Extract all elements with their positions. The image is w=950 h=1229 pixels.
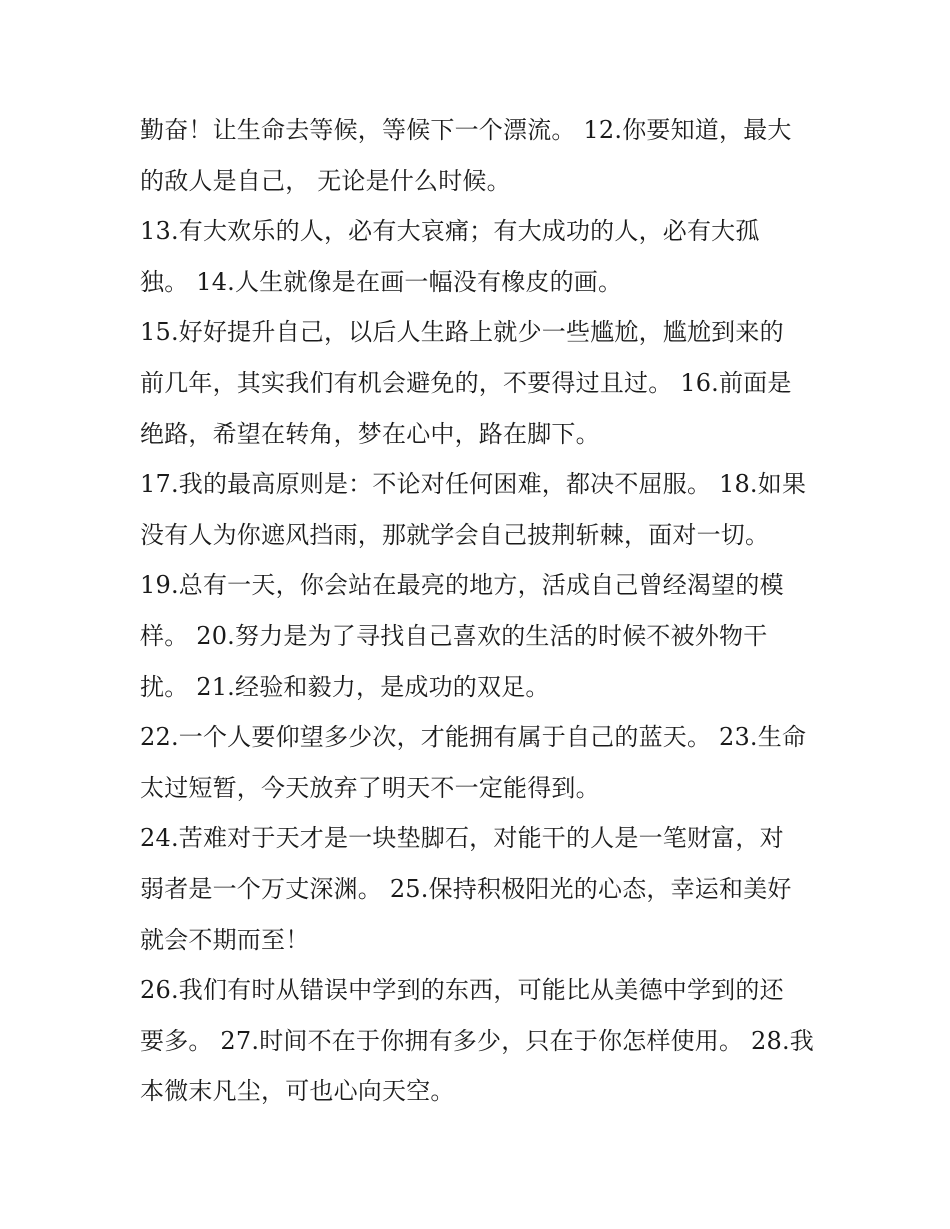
text-line: 勤奋！让生命去等候，等候下一个漂流。 12.你要知道，最大: [140, 116, 792, 144]
text-line: 绝路，希望在转角，梦在心中，路在脚下。: [140, 419, 600, 448]
text-line: 15.好好提升自己，以后人生路上就少一些尴尬，尴尬到来的: [140, 318, 784, 347]
text-line: 本微末凡尘，可也心向天空。: [140, 1077, 455, 1106]
text-line: 13.有大欢乐的人，必有大哀痛；有大成功的人，必有大孤: [140, 217, 760, 246]
text-line: 前几年，其实我们有机会避免的，不要得过且过。 16.前面是: [140, 368, 792, 397]
text-line: 太过短暂，今天放弃了明天不一定能得到。: [140, 773, 600, 802]
text-line: 的敌人是自己， 无论是什么时候。: [140, 166, 511, 195]
text-line: 19.总有一天，你会站在最亮的地方，活成自己曾经渴望的模: [140, 571, 784, 600]
quote-text-block: [140, 105, 830, 1117]
text-line: 没有人为你遮风挡雨，那就学会自己披荆斩棘，面对一切。: [140, 520, 770, 549]
text-line: 扰。 21.经验和毅力，是成功的双足。: [140, 672, 550, 701]
text-line: 就会不期而至！: [140, 925, 310, 954]
text-line: 17.我的最高原则是：不论对任何困难，都决不屈服。 18.如果: [140, 470, 807, 499]
text-line: 26.我们有时从错误中学到的东西，可能比从美德中学到的还: [140, 976, 784, 1005]
text-line: 24.苦难对于天才是一块垫脚石，对能干的人是一笔财富，对: [140, 824, 784, 853]
text-line: 弱者是一个万丈深渊。 25.保持积极阳光的心态，幸运和美好: [140, 874, 792, 903]
text-line: 样。 20.努力是为了寻找自己喜欢的生活的时候不被外物干: [140, 621, 768, 650]
text-line: 要多。 27.时间不在于你拥有多少，只在于你怎样使用。 28.我: [140, 1026, 814, 1055]
text-line: 22.一个人要仰望多少次，才能拥有属于自己的蓝天。 23.生命: [140, 723, 807, 752]
text-line: 独。 14.人生就像是在画一幅没有橡皮的画。: [140, 267, 623, 296]
